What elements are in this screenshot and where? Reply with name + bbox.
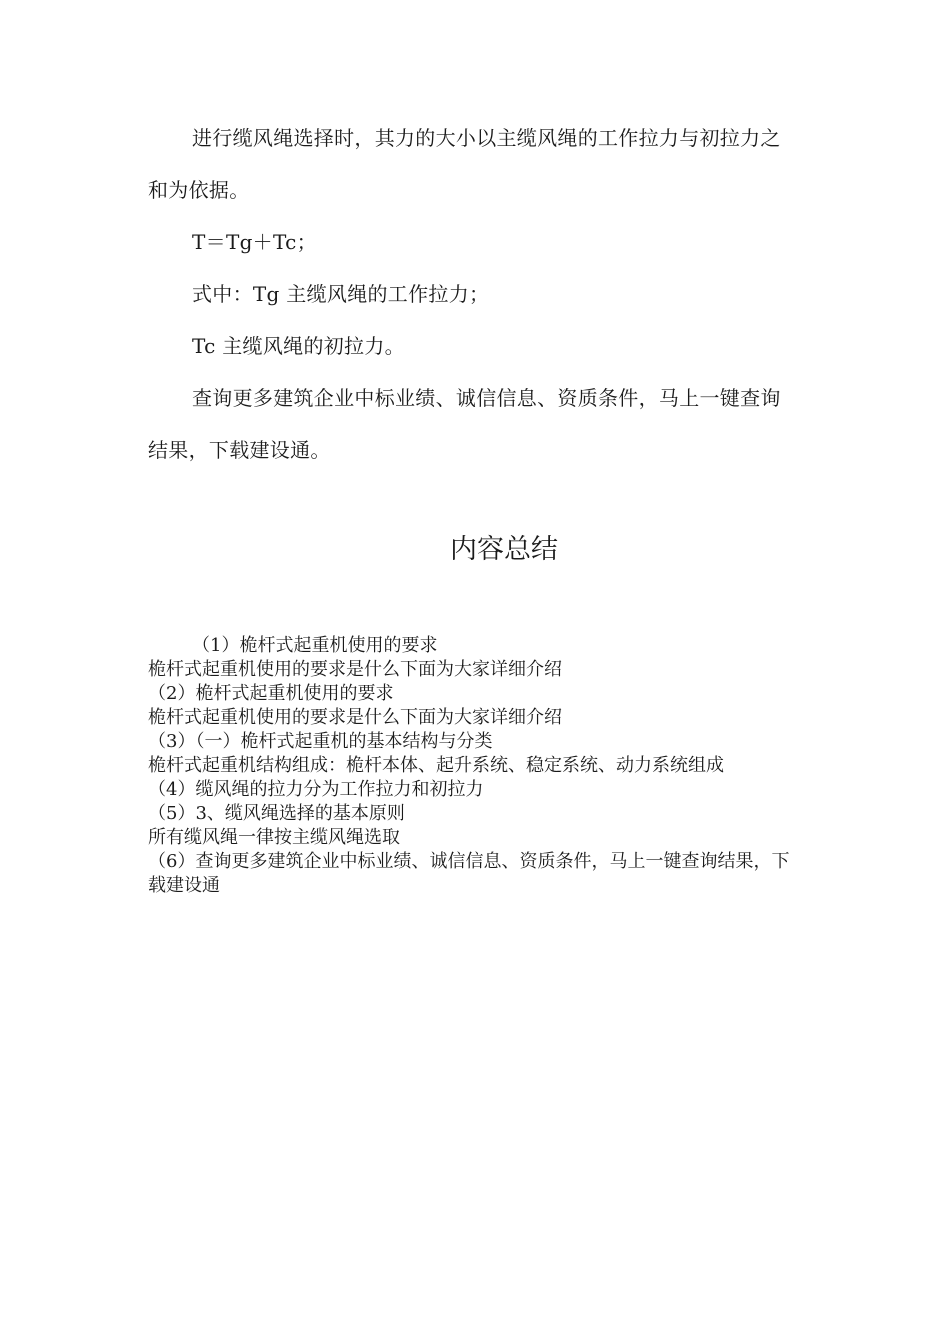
summary-line: 桅杆式起重机使用的要求是什么下面为大家详细介绍 <box>148 659 562 680</box>
paragraph-guy-rope-selection: 进行缆风绳选择时，其力的大小以主缆风绳的工作拉力与初拉力之和为依据。 <box>148 126 781 202</box>
summary-line: （1）桅杆式起重机使用的要求 <box>192 635 438 656</box>
summary-title: 内容总结 <box>450 534 558 565</box>
summary-list <box>148 634 803 898</box>
paragraph-formula: T＝Tg＋Tc； <box>192 230 317 254</box>
paragraph-promo: 查询更多建筑企业中标业绩、诚信信息、资质条件，马上一键查询结果，下载建设通。 <box>148 386 781 462</box>
summary-line: （2）桅杆式起重机使用的要求 <box>148 683 394 704</box>
paragraph-formula-tg: 式中：Tg 主缆风绳的工作拉力； <box>192 282 490 306</box>
summary-line: （6）查询更多建筑企业中标业绩、诚信信息、资质条件，马上一键查询结果，下载建设通 <box>148 851 790 896</box>
summary-line: 桅杆式起重机使用的要求是什么下面为大家详细介绍 <box>148 707 562 728</box>
summary-line: （3）（一）桅杆式起重机的基本结构与分类 <box>148 731 493 752</box>
summary-line: （4）缆风绳的拉力分为工作拉力和初拉力 <box>148 779 484 800</box>
body-text <box>148 112 798 476</box>
summary-line: 桅杆式起重机结构组成：桅杆本体、起升系统、稳定系统、动力系统组成 <box>148 755 724 776</box>
paragraph-formula-tc: Tc 主缆风绳的初拉力。 <box>192 334 405 358</box>
summary-line: 所有缆风绳一律按主缆风绳选取 <box>148 827 400 848</box>
summary-line: （5）3、缆风绳选择的基本原则 <box>148 803 405 824</box>
